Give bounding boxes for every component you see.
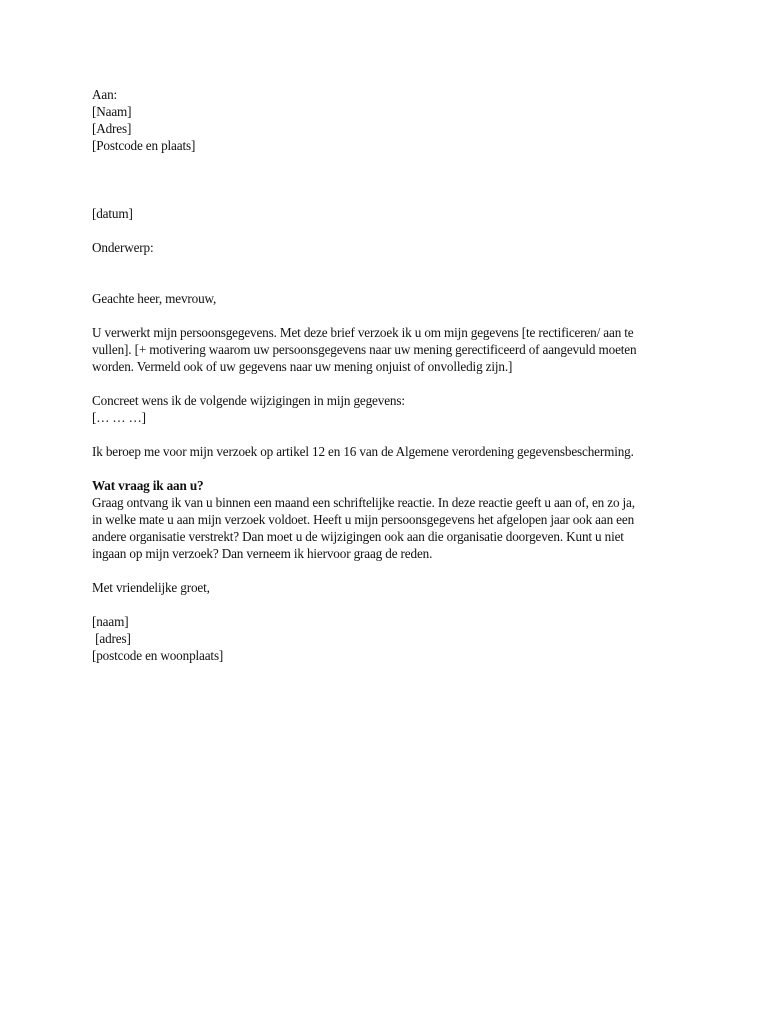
subject-line: Onderwerp: bbox=[92, 240, 154, 255]
letter-body bbox=[92, 86, 682, 664]
paragraph-line: ingaan op mijn verzoek? Dan verneem ik hiervoor graag de reden. bbox=[92, 546, 433, 561]
date-field: [datum] bbox=[92, 206, 133, 221]
recipient-name: [Naam] bbox=[92, 104, 132, 119]
sender-postcode-city: [postcode en woonplaats] bbox=[92, 648, 224, 663]
recipient-label: Aan: bbox=[92, 87, 118, 102]
paragraph-line: worden. Vermeld ook of uw gegevens naar uw mening onjuist of onvolledig zijn.] bbox=[92, 359, 513, 374]
changes-label: Concreet wens ik de volgende wijzigingen in mijn gegevens: bbox=[92, 393, 405, 408]
salutation: Geachte heer, mevrouw, bbox=[92, 291, 217, 306]
paragraph-line: in welke mate u aan mijn verzoek voldoet. Heeft u mijn persoonsgegevens het afgelopen jaar ook aan een bbox=[92, 512, 635, 527]
recipient-block bbox=[92, 86, 682, 154]
request-heading: Wat vraag ik aan u? bbox=[92, 478, 204, 493]
legal-basis: Ik beroep me voor mijn verzoek op artikel 12 en 16 van de Algemene verordening gegevensbescherming. bbox=[92, 444, 634, 459]
recipient-postcode-city: [Postcode en plaats] bbox=[92, 138, 196, 153]
request-section bbox=[92, 477, 682, 562]
closing: Met vriendelijke groet, bbox=[92, 580, 210, 595]
sender-address: [adres] bbox=[92, 631, 131, 646]
recipient-address: [Adres] bbox=[92, 121, 132, 136]
paragraph-line: vullen]. [+ motivering waarom uw persoonsgegevens naar uw mening gerectificeerd of aangevuld moeten bbox=[92, 342, 637, 357]
intro-paragraph bbox=[92, 324, 682, 375]
sender-block bbox=[92, 613, 682, 664]
changes-placeholder: [… … …] bbox=[92, 410, 146, 425]
sender-name: [naam] bbox=[92, 614, 129, 629]
changes-paragraph bbox=[92, 392, 682, 426]
paragraph-line: Graag ontvang ik van u binnen een maand een schriftelijke reactie. In deze reactie geeft u aan of, en zo ja, bbox=[92, 495, 635, 510]
paragraph-line: U verwerkt mijn persoonsgegevens. Met deze brief verzoek ik u om mijn gegevens [te rectificeren/ aan te bbox=[92, 325, 634, 340]
paragraph-line: andere organisatie verstrekt? Dan moet u de wijzigingen ook aan die organisatie doorgeven. Kunt u niet bbox=[92, 529, 624, 544]
